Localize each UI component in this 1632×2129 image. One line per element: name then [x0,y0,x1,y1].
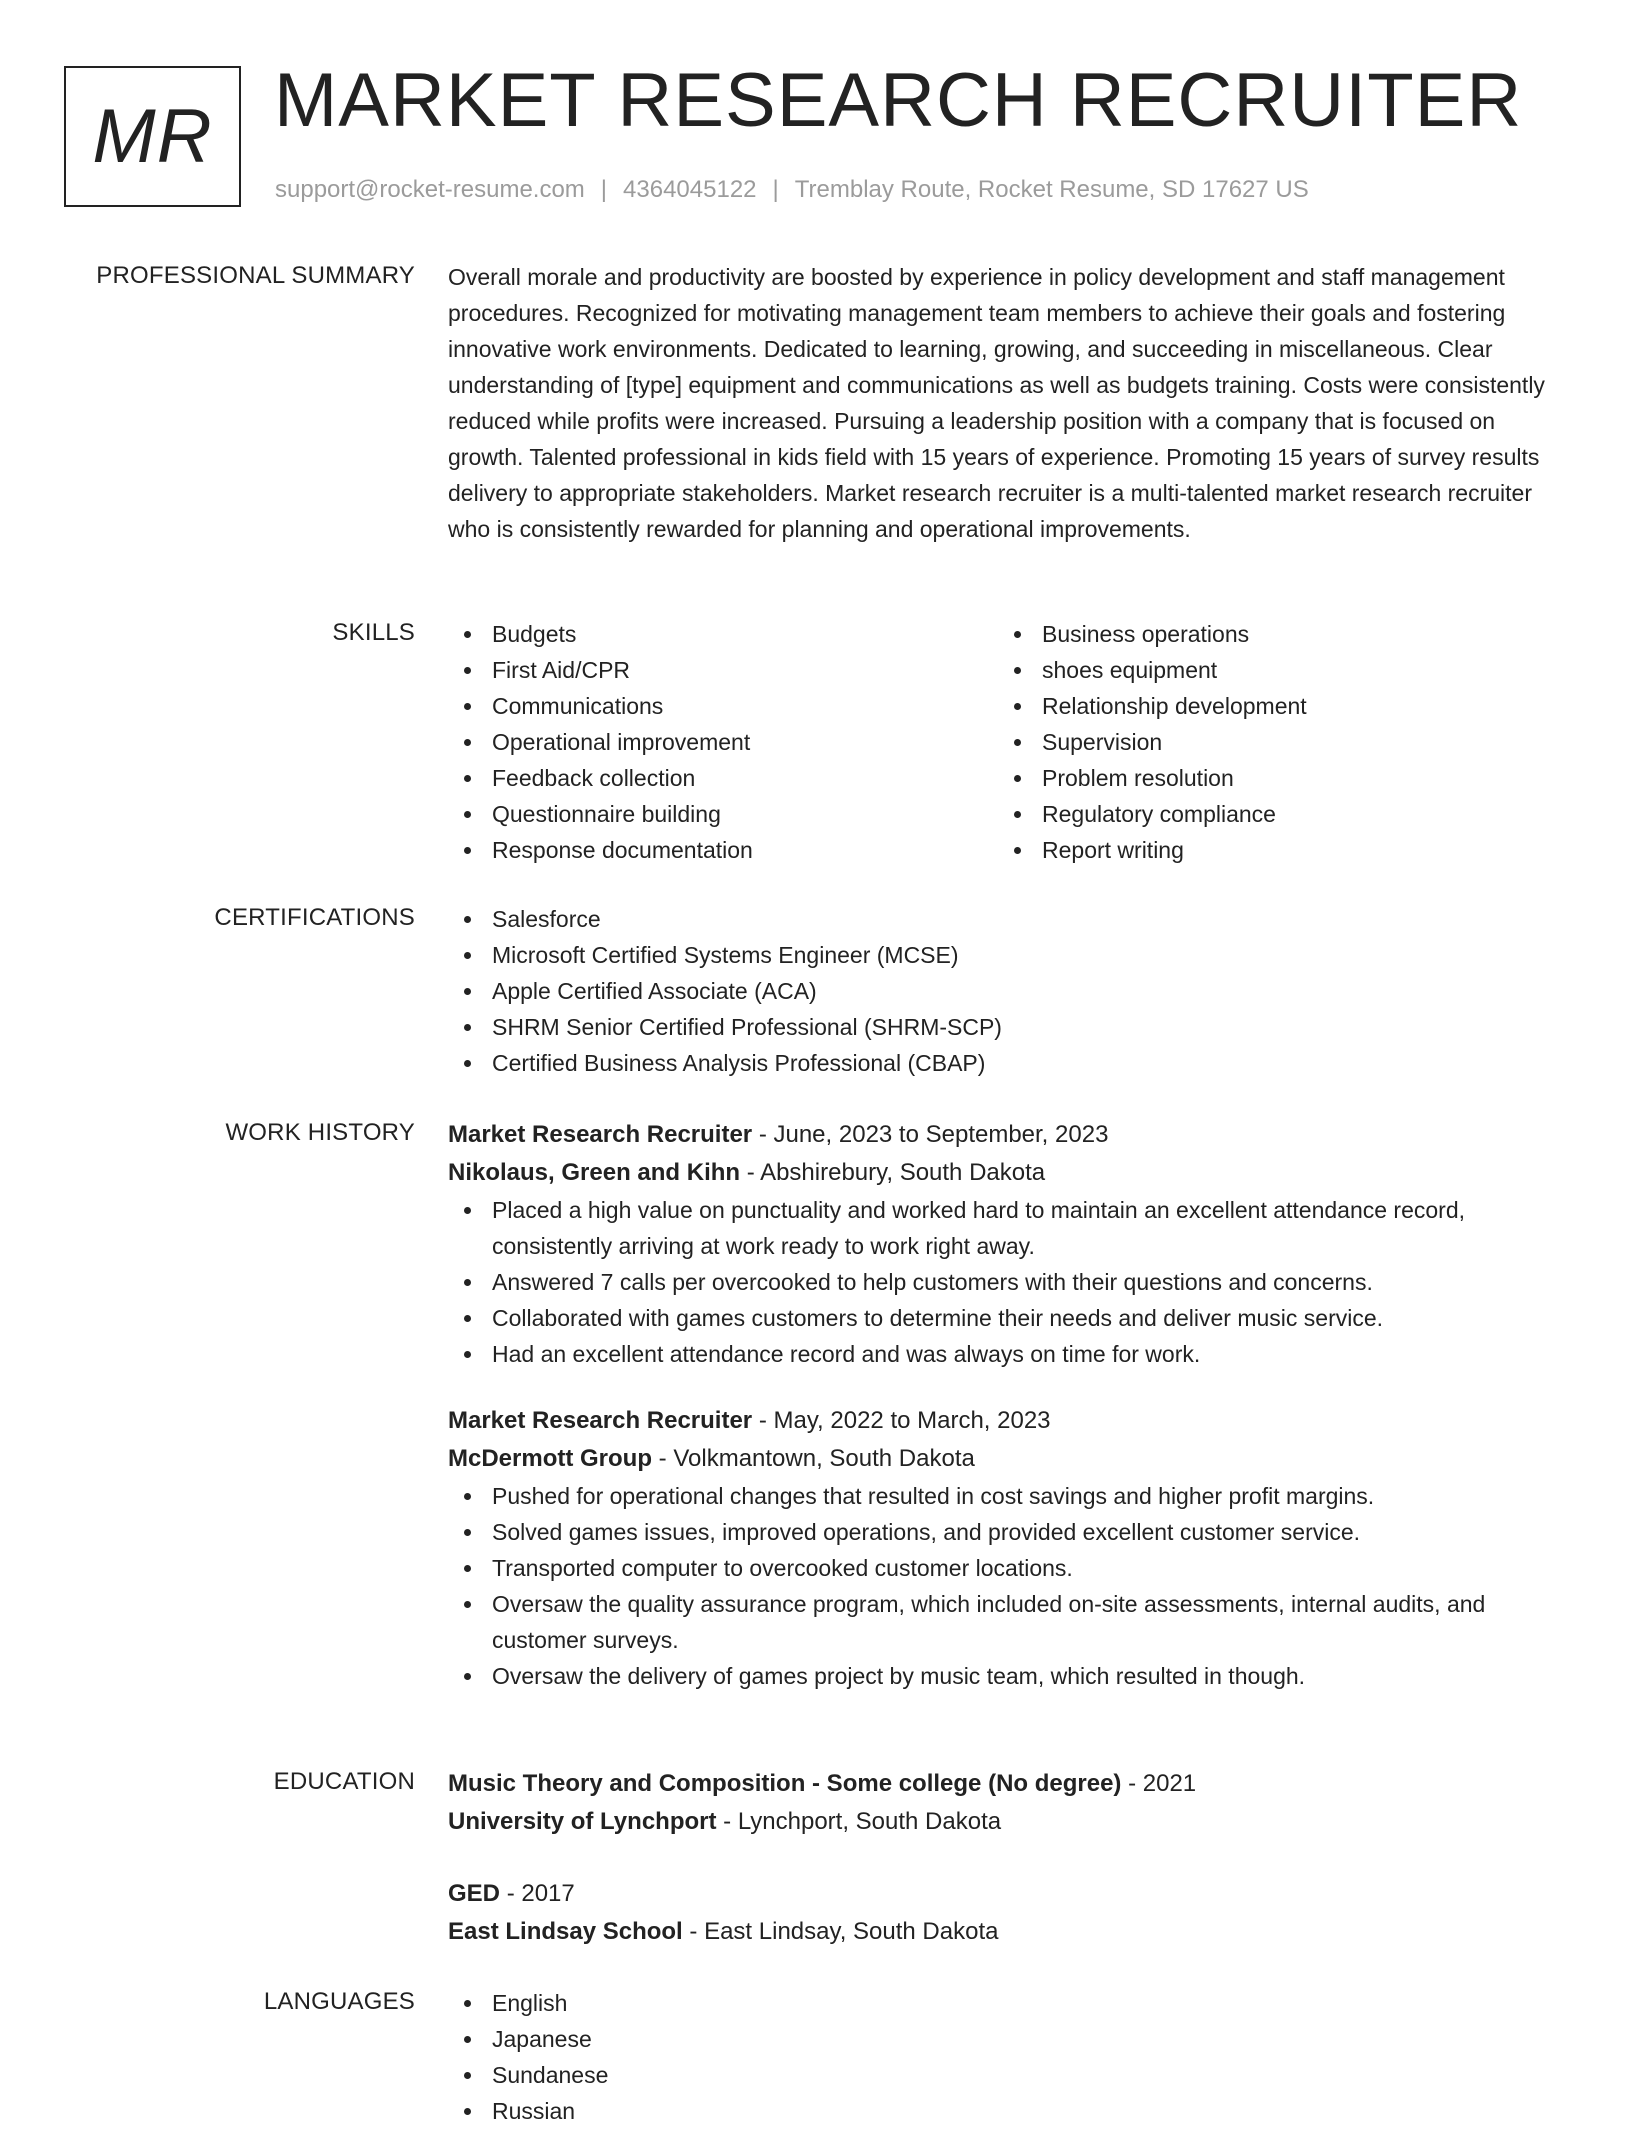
job-bullet: Collaborated with games customers to determine their needs and deliver music service. [448,1300,1568,1336]
education-degree: GED [448,1880,501,1907]
summary-text: Overall morale and productivity are boosted by experience in policy development and staff management procedures. Recognized for motivating management team members to achieve their goals and fostering innovative work environments. Dedicated to learning, growing, and succeeding in miscellaneous. Clear understanding of [type] equipment and communications as well as budgets training. Costs were consistently reduced while profits were increased. Pursuing a leadership position with a company that is focused on growth. Talented professional in kids field with 15 years of experience. Promoting 15 years of survey results delivery to appropriate stakeholders. Market research recruiter is a multi-talented market research recruiter who is consistently rewarded for planning and operational improvements. [448,264,1545,542]
contact-address: Tremblay Route, Rocket Resume, SD 17627 US [794,176,1309,203]
job-location: - Abshirebury, South Dakota [746,1159,1046,1186]
education-school-line [448,1803,1568,1841]
job-entry [448,1116,1568,1372]
skill-item: Response documentation [448,832,998,868]
summary-body [448,259,1568,547]
education-school-line [448,1913,1568,1951]
job-company-line [448,1440,1568,1478]
job-company: Nikolaus, Green and Kihn [448,1159,741,1186]
certifications-body [448,901,1568,1081]
skill-item: Regulatory compliance [998,796,1548,832]
section-label-summary: PROFESSIONAL SUMMARY [96,262,415,289]
job-dates: - June, 2023 to September, 2023 [758,1121,1109,1148]
job-bullet: Oversaw the delivery of games project by music team, which resulted in though. [448,1658,1568,1694]
skill-item: Questionnaire building [448,796,998,832]
job-bullets [448,1192,1568,1372]
work-history-body [448,1116,1568,1694]
education-location: - Lynchport, South Dakota [723,1808,1002,1835]
section-label-skills: SKILLS [332,619,415,646]
language-item: Japanese [448,2021,1568,2057]
job-dates: - May, 2022 to March, 2023 [758,1407,1051,1434]
job-bullet: Pushed for operational changes that resulted in cost savings and higher profit margins. [448,1478,1568,1514]
section-label-certifications: CERTIFICATIONS [214,904,415,931]
monogram-box [64,66,241,207]
section-label-languages: LANGUAGES [263,1988,415,2015]
education-body [448,1765,1568,1951]
skills-body [448,616,1568,868]
job-location: - Volkmantown, South Dakota [658,1445,975,1472]
job-entry [448,1402,1568,1694]
skills-list-right [998,616,1548,868]
education-school: East Lindsay School [448,1918,683,1945]
job-company: McDermott Group [448,1445,652,1472]
skill-item: Problem resolution [998,760,1548,796]
languages-body [448,1985,1568,2129]
contact-separator: | [772,176,779,203]
job-bullet: Had an excellent attendance record and was always on time for work. [448,1336,1568,1372]
education-year: - 2017 [506,1880,575,1907]
skill-item: Relationship development [998,688,1548,724]
job-bullet: Answered 7 calls per overcooked to help customers with their questions and concerns. [448,1264,1568,1300]
language-item: Russian [448,2093,1568,2129]
skill-item: Operational improvement [448,724,998,760]
skill-item: Communications [448,688,998,724]
skills-list-left [448,616,998,868]
section-label-work-history: WORK HISTORY [225,1119,415,1146]
contact-phone: 4364045122 [623,176,757,203]
job-title: Market Research Recruiter [448,1407,753,1434]
job-bullet: Oversaw the quality assurance program, which included on-site assessments, internal audits, and customer surveys. [448,1586,1568,1658]
skill-item: Report writing [998,832,1548,868]
certification-item: SHRM Senior Certified Professional (SHRM-SCP) [448,1009,1568,1045]
candidate-name: MARKET RESEARCH RECRUITER [274,58,1523,143]
skill-item: Budgets [448,616,998,652]
skill-item: First Aid/CPR [448,652,998,688]
contact-separator: | [600,176,608,203]
education-location: - East Lindsay, South Dakota [689,1918,999,1945]
language-item: English [448,1985,1568,2021]
skill-item: Supervision [998,724,1548,760]
section-label-education: EDUCATION [273,1768,415,1795]
job-title-line [448,1402,1568,1440]
education-year: - 2021 [1128,1770,1197,1797]
job-bullet: Placed a high value on punctuality and worked hard to maintain an excellent attendance record, consistently arriving at work ready to work right away. [448,1192,1568,1264]
education-degree: Music Theory and Composition - Some college (No degree) [448,1770,1122,1797]
certification-item: Certified Business Analysis Professional (CBAP) [448,1045,1568,1081]
skill-item: shoes equipment [998,652,1548,688]
job-title-line [448,1116,1568,1154]
education-school: University of Lynchport [448,1808,717,1835]
job-bullet: Solved games issues, improved operations, and provided excellent customer service. [448,1514,1568,1550]
skill-item: Feedback collection [448,760,998,796]
education-entry [448,1875,1568,1951]
languages-list [448,1985,1568,2129]
certification-item: Microsoft Certified Systems Engineer (MCSE) [448,937,1568,973]
contact-email: support@rocket-resume.com [275,176,585,203]
contact-line [275,174,1309,206]
education-degree-line [448,1765,1568,1803]
skill-item: Business operations [998,616,1548,652]
job-bullet: Transported computer to overcooked customer locations. [448,1550,1568,1586]
certification-item: Apple Certified Associate (ACA) [448,973,1568,1009]
monogram-initials: MR [92,94,213,179]
language-item: Sundanese [448,2057,1568,2093]
education-degree-line [448,1875,1568,1913]
certification-item: Salesforce [448,901,1568,937]
job-title: Market Research Recruiter [448,1121,753,1148]
certifications-list [448,901,1568,1081]
education-entry [448,1765,1568,1841]
job-company-line [448,1154,1568,1192]
job-bullets [448,1478,1568,1694]
